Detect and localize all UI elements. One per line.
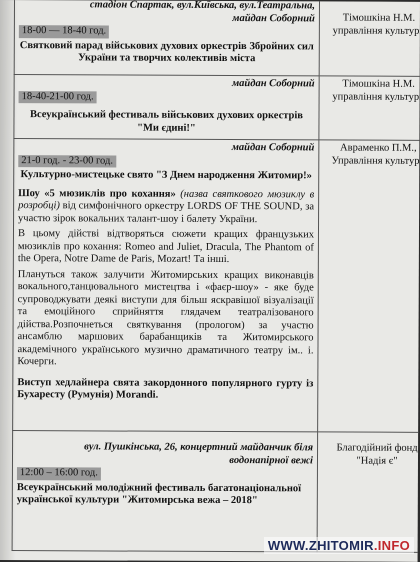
event-title: Всеукраїнський фестиваль військових духових оркестрів "Ми єдині!" bbox=[18, 109, 314, 135]
time-label: 18-40-21-00 год. bbox=[19, 91, 97, 104]
show-rest: від симфонічного оркестру LORDS OF THE SOUND, за участю зірок вокальних талант-шоу і балету України. bbox=[18, 200, 314, 224]
venue-label: вул. Пушкінська, 26, концертний майданчик біля водонапірної вежі bbox=[17, 441, 313, 467]
headliner-paragraph: Виступ хедлайнера свята закордонного популярного гурту із Бухаресту (Румунія) Morandi. bbox=[17, 377, 313, 403]
organizer-cell: Тімошкіна Н.М. управління культури bbox=[319, 76, 420, 141]
table-row bbox=[12, 431, 420, 553]
page-shadow bbox=[0, 0, 18, 560]
venue-label: майдан Соборний bbox=[18, 141, 314, 155]
organizer-cell: Благодійний фонд "Надія є" bbox=[317, 432, 420, 553]
watermark-name: WWW.ZHITOMIR bbox=[268, 538, 374, 553]
event-cell bbox=[14, 0, 319, 76]
venue-label: майдан Соборний bbox=[19, 12, 315, 26]
event-schedule-table bbox=[12, 0, 420, 553]
venue-label: стадіон Спартак, вул.Київська, вул.Театральна, bbox=[19, 0, 315, 13]
table-row bbox=[13, 139, 420, 433]
event-cell bbox=[14, 75, 319, 140]
event-title: Всеукраїнський молодіжний фестиваль багатонаціональної української культури "Житомирська вежа – 2018" bbox=[17, 482, 313, 508]
time-label: 21-0 год. - 23-00 год. bbox=[18, 155, 116, 168]
description-paragraph: Плануться також залучити Житомирських кращих виконавців вокального,танцювального мистецтва і «фаєр-шоу» - яке буде супроводжувати деякі виступи для більш яскравішої візуалізації та емоційного сприйняття глядачем театралізованого дійства.Розпочнеться святкування (прологом) за участю ансамблю маршових барабанщиків та Житомирського академічного українського музично драматичного театру ім.. і. Кочерги. bbox=[17, 269, 313, 370]
event-title: Святковий парад військових духових оркестрів Збройних сил України та творчих колективів міста bbox=[19, 40, 315, 66]
organizer-cell: Авраменко П.М., Управління культури bbox=[318, 140, 420, 433]
show-name: Шоу «5 мюзиклів про кохання» bbox=[18, 188, 176, 200]
time-label: 12:00 – 16:00 год. bbox=[17, 467, 101, 480]
event-cell bbox=[12, 431, 318, 552]
venue-label: майдан Соборний bbox=[19, 77, 315, 91]
event-cell bbox=[13, 139, 319, 432]
table-row bbox=[14, 0, 420, 76]
time-label: 18-00 — 18-40 год. bbox=[19, 25, 109, 38]
organizer-cell: Тімошкіна Н.М. управління культури bbox=[319, 0, 420, 76]
show-note: (назва святкового мюзиклу в розробці) bbox=[18, 188, 314, 211]
site-watermark bbox=[264, 537, 414, 554]
watermark-ext: .INFO bbox=[374, 538, 410, 553]
show-description bbox=[18, 188, 314, 227]
event-title: Культурно-мистецьке свято "З Днем народження Житомир!» bbox=[18, 169, 314, 183]
description-paragraph: В цьому дійстві відтворяться сюжети кращих французьких мюзиклів про кохання: Romeo and Juliet, Dracula, The Phantom of the Opera, Notre Dame de Paris, Mozart! Та інші. bbox=[18, 228, 314, 267]
table-row bbox=[14, 75, 420, 141]
